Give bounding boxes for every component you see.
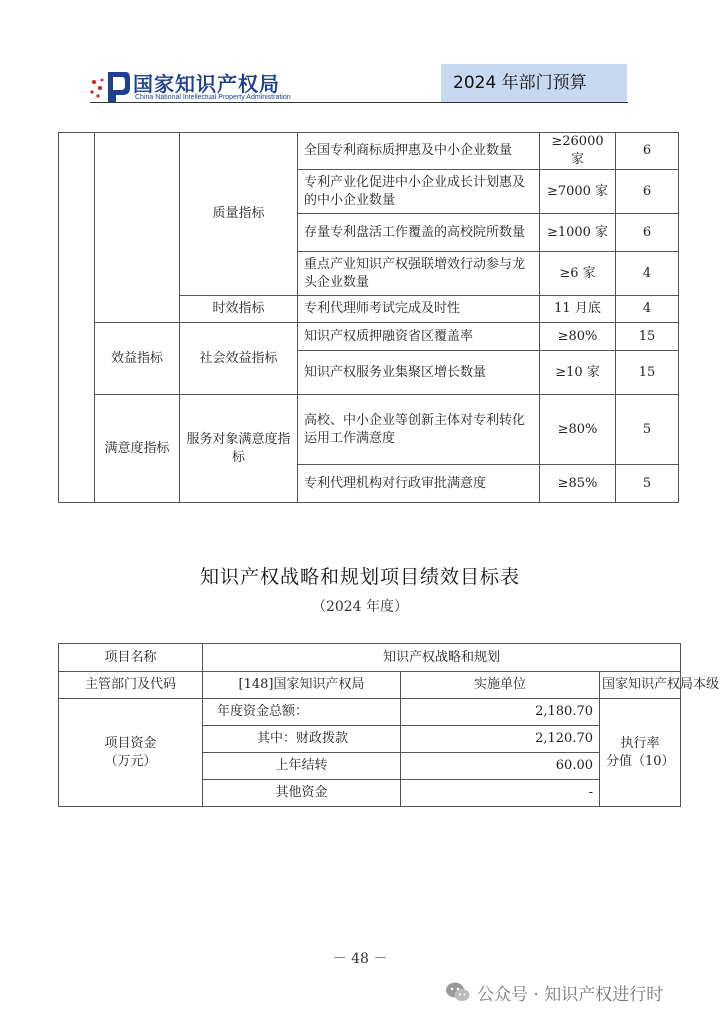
indicator-cell: 高校、中小企业等创新主体对专利转化运用工作满意度 <box>298 395 540 465</box>
score-cell: 15 <box>616 351 679 395</box>
funds-item-value: - <box>401 780 600 807</box>
level3-social: 社会效益指标 <box>180 323 298 395</box>
funds-unit: （万元） <box>104 753 157 769</box>
page-number: － 48 － <box>332 951 388 967</box>
table-title: 知识产权战略和规划项目绩效目标表 <box>199 566 520 588</box>
value-cell: ≥1000 家 <box>540 214 616 252</box>
watermark <box>445 980 663 1004</box>
value-cell: ≥7000 家 <box>540 170 616 214</box>
exec-rate-label: 执行率 <box>620 735 660 751</box>
score-cell: 4 <box>616 296 679 323</box>
indicator-cell: 专利产业化促进中小企业成长计划惠及的中小企业数量 <box>298 170 540 214</box>
funds-label-cell <box>59 699 203 807</box>
score-cell: 6 <box>616 133 679 170</box>
dept-label: 主管部门及代码 <box>59 672 203 699</box>
header-divider <box>90 102 628 103</box>
cnipa-logo-icon <box>86 70 130 104</box>
funds-item-label: 其中：财政拨款 <box>203 726 401 753</box>
exec-rate-cell <box>600 699 681 807</box>
score-cell: 5 <box>616 465 679 503</box>
score-cell: 5 <box>616 395 679 465</box>
level2-satisfaction: 满意度指标 <box>95 395 180 503</box>
indicator-cell: 重点产业知识产权强联增效行动参与龙头企业数量 <box>298 252 540 296</box>
impl-value: 国家知识产权局本级 <box>600 672 681 699</box>
table-row <box>59 395 679 465</box>
score-cell: 4 <box>616 252 679 296</box>
score-cell: 6 <box>616 214 679 252</box>
value-cell: 11 月底 <box>540 296 616 323</box>
level3-timeliness: 时效指标 <box>180 296 298 323</box>
table-row <box>59 644 681 672</box>
table-cell <box>59 133 95 503</box>
score-cell: 6 <box>616 170 679 214</box>
funds-item-label: 其他资金 <box>203 780 401 807</box>
impl-label: 实施单位 <box>401 672 600 699</box>
funds-label: 项目资金 <box>104 735 157 751</box>
budget-label: 2024 年部门预算 <box>441 64 627 102</box>
indicator-cell: 存量专利盘活工作覆盖的高校院所数量 <box>298 214 540 252</box>
level3-quality: 质量指标 <box>180 133 298 296</box>
level2-benefit: 效益指标 <box>95 323 180 395</box>
project-name-value: 知识产权战略和规划 <box>203 644 681 672</box>
watermark-text: 公众号 · 知识产权进行时 <box>477 984 664 1005</box>
score-label: 分值（10） <box>606 753 675 769</box>
performance-indicator-table <box>58 132 679 503</box>
indicator-cell: 专利代理师考试完成及时性 <box>298 296 540 323</box>
table-row <box>59 133 679 170</box>
funds-item-value: 2,180.70 <box>401 699 600 726</box>
value-cell: ≥26000 家 <box>540 133 616 170</box>
indicator-cell: 知识产权质押融资省区覆盖率 <box>298 323 540 351</box>
table-row <box>59 323 679 351</box>
org-name-en: China National Intellectual Property Administration <box>135 94 291 101</box>
funds-item-value: 2,120.70 <box>401 726 600 753</box>
value-cell: ≥6 家 <box>540 252 616 296</box>
indicator-cell: 知识产权服务业集聚区增长数量 <box>298 351 540 395</box>
value-cell: ≥80% <box>540 323 616 351</box>
project-performance-target-table <box>58 643 720 807</box>
value-cell: ≥80% <box>540 395 616 465</box>
wechat-icon <box>445 981 471 1003</box>
indicator-cell: 专利代理机构对行政审批满意度 <box>298 465 540 503</box>
value-cell: ≥10 家 <box>540 351 616 395</box>
funds-item-label: 年度资金总额： <box>203 699 401 726</box>
table-year: （2024 年度） <box>311 599 409 615</box>
value-cell: ≥85% <box>540 465 616 503</box>
table-row <box>59 699 681 726</box>
score-cell: 15 <box>616 323 679 351</box>
table-cell <box>95 133 180 323</box>
dept-value: [148]国家知识产权局 <box>203 672 401 699</box>
funds-item-value: 60.00 <box>401 753 600 780</box>
level3-service-satisfaction: 服务对象满意度指标 <box>180 395 298 503</box>
indicator-cell: 全国专利商标质押惠及中小企业数量 <box>298 133 540 170</box>
table-row <box>59 672 681 699</box>
org-name-cn: 国家知识产权局 <box>133 72 280 96</box>
project-name-label: 项目名称 <box>59 644 203 672</box>
funds-item-label: 上年结转 <box>203 753 401 780</box>
